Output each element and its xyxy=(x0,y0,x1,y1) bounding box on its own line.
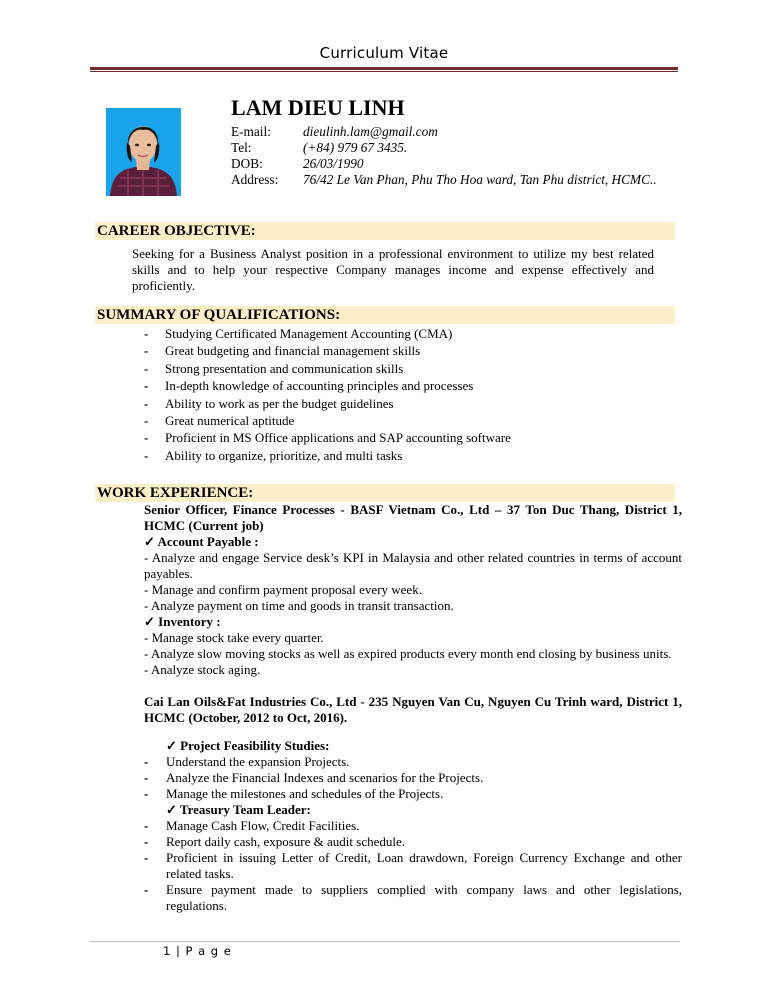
check-icon: ✓ xyxy=(144,534,155,549)
dash-bullet: - xyxy=(144,882,149,897)
subsection-title xyxy=(144,738,682,754)
list-item xyxy=(144,754,682,770)
list-item xyxy=(144,447,511,464)
list-item xyxy=(144,342,511,359)
list-item xyxy=(144,882,682,914)
career-objective-text: Seeking for a Business Analyst position in a professional environment to utilize my best related skills and to help your respective Company manages income and expense effectively and proficiently. xyxy=(132,246,654,293)
list-item xyxy=(144,429,511,446)
address-label: Address: xyxy=(231,172,279,187)
header-rule xyxy=(90,67,678,72)
dash-bullet: - xyxy=(144,343,149,359)
list-item xyxy=(144,770,682,786)
dash-bullet: - xyxy=(144,818,149,833)
career-objective-heading: CAREER OBJECTIVE: xyxy=(95,222,675,240)
contact-row xyxy=(231,124,657,140)
subsection-label: Project Feasibility Studies: xyxy=(180,738,330,753)
list-item-text: In-depth knowledge of accounting principles and processes xyxy=(165,378,474,394)
dash-bullet: - xyxy=(144,447,149,463)
list-item xyxy=(144,786,682,802)
dash-bullet: - xyxy=(144,326,149,341)
contact-row xyxy=(231,172,657,188)
list-item-text: Understand the expansion Projects. xyxy=(166,754,350,769)
list-item-text: Proficient in MS Office applications and SAP accounting software xyxy=(165,430,511,446)
duty-item: - Manage stock take every quarter. xyxy=(144,630,324,645)
contact-block xyxy=(231,124,657,188)
list-item-text: Manage Cash Flow, Credit Facilities. xyxy=(166,818,360,833)
dash-bullet: - xyxy=(144,360,149,376)
contact-row xyxy=(231,140,657,156)
work-experience-heading: WORK EXPERIENCE: xyxy=(95,484,675,502)
check-icon: ✓ xyxy=(166,738,177,753)
list-item xyxy=(144,834,682,850)
duty-item: - Analyze and engage Service desk’s KPI in Malaysia and other related countries in terms of account payables. xyxy=(144,550,682,581)
list-item xyxy=(144,395,511,412)
duty-item: - Analyze stock aging. xyxy=(144,662,261,677)
dob-label: DOB: xyxy=(231,156,263,171)
list-item-text: Analyze the Financial Indexes and scenarios for the Projects. xyxy=(166,770,484,785)
email-value: dieulinh.lam@gmail.com xyxy=(303,124,438,139)
footer-rule xyxy=(90,941,680,942)
summary-list xyxy=(144,325,511,464)
contact-row xyxy=(231,156,657,172)
subsection-label: Account Payable : xyxy=(157,534,259,549)
work-experience-body xyxy=(144,502,682,914)
list-item xyxy=(144,818,682,834)
dob-value: 26/03/1990 xyxy=(303,156,364,171)
list-item-text: Great numerical aptitude xyxy=(165,413,295,429)
check-icon: ✓ xyxy=(166,802,177,817)
page-number: 1 | P a g e xyxy=(163,944,232,958)
tel-value: (+84) 979 67 3435. xyxy=(303,140,408,155)
dash-bullet: - xyxy=(144,770,149,785)
page-header: Curriculum Vitae xyxy=(319,44,449,62)
dash-bullet: - xyxy=(144,754,149,769)
list-item xyxy=(144,850,682,882)
dash-bullet: - xyxy=(144,850,149,865)
dash-bullet: - xyxy=(144,786,149,801)
profile-photo xyxy=(106,108,181,196)
duty-item: - Analyze payment on time and goods in transit transaction. xyxy=(144,598,454,613)
list-item-text: Studying Certificated Management Accounting (CMA) xyxy=(165,326,453,341)
subsection-title xyxy=(144,802,682,818)
list-item-text: Ability to work as per the budget guidelines xyxy=(165,395,394,411)
list-item-text: Ability to organize, prioritize, and multi tasks xyxy=(165,447,403,463)
list-item xyxy=(144,377,511,394)
summary-heading: SUMMARY OF QUALIFICATIONS: xyxy=(95,306,675,324)
email-label: E-mail: xyxy=(231,124,271,139)
duty-item: - Manage and confirm payment proposal every week. xyxy=(144,582,422,597)
job-title: Cai Lan Oils&Fat Industries Co., Ltd - 235 Nguyen Van Cu, Nguyen Cu Trinh ward, District 1, HCMC (October, 2012 to Oct, 2016). xyxy=(144,694,682,725)
dash-bullet: - xyxy=(144,413,149,429)
subsection-title xyxy=(144,614,682,630)
list-item xyxy=(144,412,511,429)
list-item xyxy=(144,360,511,377)
dash-bullet: - xyxy=(144,395,149,411)
tel-label: Tel: xyxy=(231,140,252,155)
list-item-text: Manage the milestones and schedules of the Projects. xyxy=(166,786,444,801)
list-item-text: Report daily cash, exposure & audit schedule. xyxy=(166,834,405,849)
dash-bullet: - xyxy=(144,378,149,394)
list-item-text: Ensure payment made to suppliers complied with company laws and other legislations, regulations. xyxy=(166,882,682,913)
job-title: Senior Officer, Finance Processes - BASF Vietnam Co., Ltd – 37 Ton Duc Thang, District 1, HCMC (Current job) xyxy=(144,502,682,533)
list-item-text: Proficient in issuing Letter of Credit, Loan drawdown, Foreign Currency Exchange and other related tasks. xyxy=(166,850,682,881)
duty-item: - Analyze slow moving stocks as well as expired products every month end closing by business units. xyxy=(144,646,672,661)
list-item-text: Great budgeting and financial management skills xyxy=(165,343,421,359)
subsection-label: Treasury Team Leader: xyxy=(179,802,311,817)
dash-bullet: - xyxy=(144,834,149,849)
candidate-name: LAM DIEU LINH xyxy=(231,95,405,120)
subsection-title xyxy=(144,534,682,550)
dash-bullet: - xyxy=(144,430,149,446)
check-icon: ✓ xyxy=(144,614,155,629)
list-item-text: Strong presentation and communication skills xyxy=(165,360,404,376)
address-value: 76/42 Le Van Phan, Phu Tho Hoa ward, Tan Phu district, HCMC.. xyxy=(303,172,657,187)
list-item xyxy=(144,325,511,342)
subsection-label: Inventory : xyxy=(158,614,221,629)
